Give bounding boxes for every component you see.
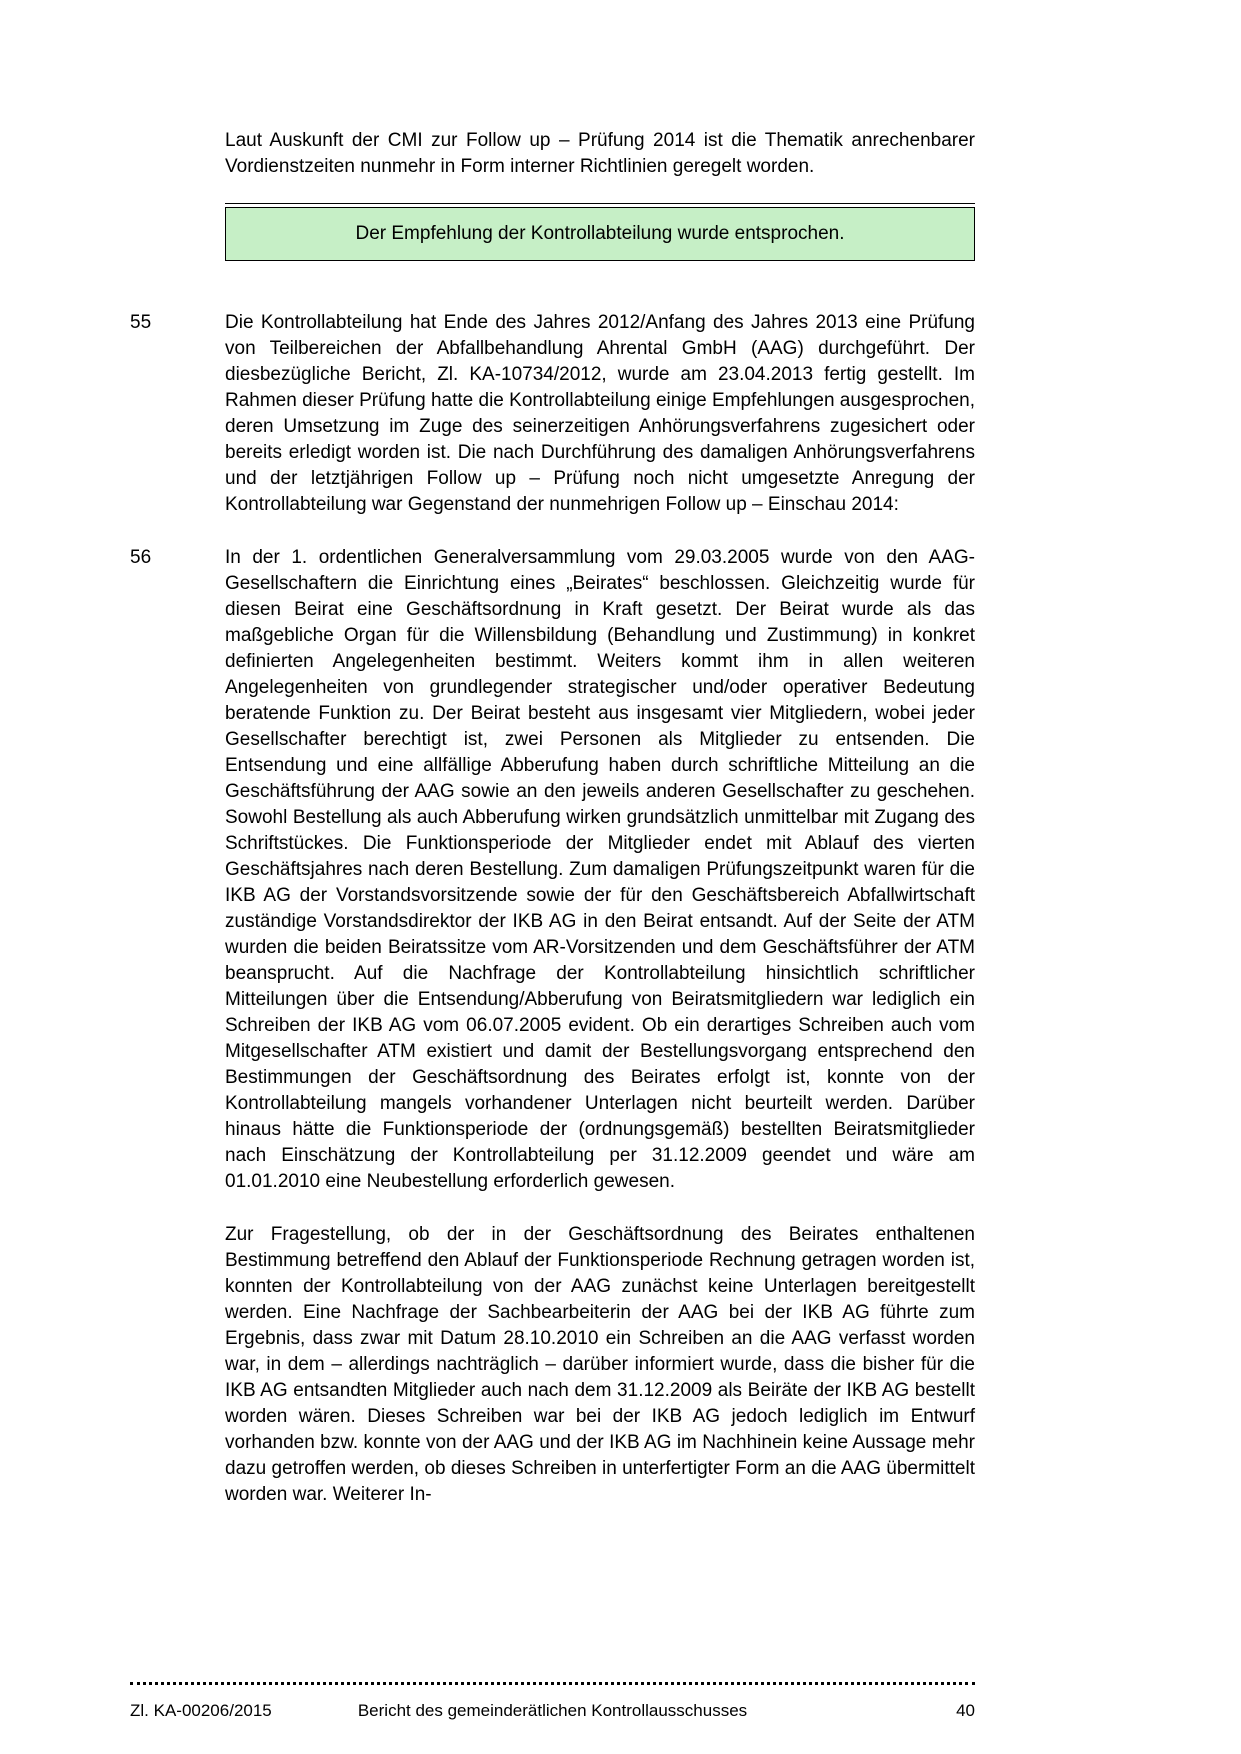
paragraph-number: 55 — [130, 312, 152, 333]
footer-reference-number: Zl. KA-00206/2015 — [130, 1701, 272, 1720]
paragraph-text: Laut Auskunft der CMI zur Follow up – Prüfung 2014 ist die Thematik anrechenbarer Vordienstzeiten nunmehr in Form interner Richtlinien geregelt worden. — [225, 130, 975, 177]
intro-paragraph — [130, 128, 975, 180]
footer-row — [130, 1701, 975, 1721]
page-footer — [130, 1682, 975, 1721]
paragraph-number — [130, 128, 225, 180]
footer-report-title: Bericht des gemeinderätlichen Kontrollausschusses — [357, 1701, 748, 1720]
paragraph-56 — [130, 545, 975, 1195]
paragraph-55 — [130, 310, 975, 518]
footer-divider-rule — [130, 1682, 975, 1685]
recommendation-text: Der Empfehlung der Kontrollabteilung wurde entsprochen. — [355, 223, 845, 244]
paragraph-text: Zur Fragestellung, ob der in der Geschäftsordnung des Beirates enthaltenen Bestimmung betreffend den Ablauf der Funktionsperiode Rechnung getragen worden ist, konnten der Kontrollabteilung von der AAG zunächst keine Unterlagen bereitgestellt werden. Eine Nachfrage der Sachbearbeiterin der AAG bei der IKB AG führte zum Ergebnis, dass zwar mit Datum 28.10.2010 ein Schreiben an die AAG verfasst worden war, in dem – allerdings nachträglich – darüber informiert wurde, dass die bisher für die IKB AG entsandten Mitglieder auch nach dem 31.12.2009 als Beiräte der IKB AG bestellt worden wären. Dieses Schreiben war bei der IKB AG jedoch lediglich im Entwurf vorhanden bzw. konnte von der AAG und der IKB AG im Nachhinein keine Aussage mehr dazu getroffen werden, ob dieses Schreiben in unterfertigter Form an die AAG übermittelt worden war. Weiterer In- — [225, 1224, 975, 1505]
paragraph-number: 56 — [130, 547, 152, 568]
page-content — [130, 128, 975, 1535]
paragraph-text: In der 1. ordentlichen Generalversammlung vom 29.03.2005 wurde von den AAG-Gesellschaftern die Einrichtung eines „Beirates“ beschlossen. Gleichzeitig wurde für diesen Beirat eine Geschäftsordnung in Kraft gesetzt. Der Beirat wurde als das maßgebliche Organ für die Willensbildung (Behandlung und Zustimmung) in konkret definierten Angelegenheiten bestimmt. Weiters kommt ihm in allen weiteren Angelegenheiten von grundlegender strategischer und/oder operativer Bedeutung beratende Funktion zu. Der Beirat besteht aus insgesamt vier Mitgliedern, wobei jeder Gesellschafter berechtigt ist, zwei Personen als Mitglieder zu entsenden. Die Entsendung und eine allfällige Abberufung haben durch schriftliche Mitteilung an die Geschäftsführung der AAG sowie an den jeweils anderen Gesellschafter zu geschehen. Sowohl Bestellung als auch Abberufung wirken grundsätzlich unmittelbar mit Zugang des Schriftstückes. Die Funktionsperiode der Mitglieder endet mit Ablauf des vierten Geschäftsjahres nach deren Bestellung. Zum damaligen Prüfungszeitpunkt waren für die IKB AG der Vorstandsvorsitzende sowie der für den Geschäftsbereich Abfallwirtschaft zuständige Vorstandsdirektor der IKB AG in den Beirat entsandt. Auf der Seite der ATM wurden die beiden Beiratssitze vom AR-Vorsitzenden und dem Geschäftsführer der ATM beansprucht. Auf die Nachfrage der Kontrollabteilung hinsichtlich schriftlicher Mitteilungen über die Entsendung/Abberufung von Beiratsmitgliedern war lediglich ein Schreiben der IKB AG vom 06.07.2005 evident. Ob ein derartiges Schreiben auch vom Mitgesellschafter ATM existiert und damit der Bestellungsvorgang entsprechend den Bestimmungen der Geschäftsordnung des Beirates erfolgt ist, konnte von der Kontrollabteilung mangels vorhandener Unterlagen nicht beurteilt werden. Darüber hinaus hätte die Funktionsperiode der (ordnungsgemäß) bestellten Beiratsmitglieder nach Einschätzung der Kontrollabteilung per 31.12.2009 geendet und wäre am 01.01.2010 eine Neubestellung erforderlich gewesen. — [225, 547, 975, 1192]
paragraph-number — [130, 1222, 225, 1508]
paragraph-text: Die Kontrollabteilung hat Ende des Jahres 2012/Anfang des Jahres 2013 eine Prüfung von Teilbereichen der Abfallbehandlung Ahrental GmbH (AAG) durchgeführt. Der diesbezügliche Bericht, Zl. KA-10734/2012, wurde am 23.04.2013 fertig gestellt. Im Rahmen dieser Prüfung hatte die Kontrollabteilung einige Empfehlungen ausgesprochen, deren Umsetzung im Zuge des seinerzeitigen Anhörungsverfahrens zugesichert oder bereits erledigt worden ist. Die nach Durchführung des damaligen Anhörungsverfahrens und der letztjährigen Follow up – Prüfung noch nicht umgesetzte Anregung der Kontrollabteilung war Gegenstand der nunmehrigen Follow up – Einschau 2014: — [225, 312, 975, 515]
footer-page-number: 40 — [956, 1701, 975, 1720]
recommendation-box — [225, 207, 975, 261]
paragraph-56-continued — [130, 1222, 975, 1508]
